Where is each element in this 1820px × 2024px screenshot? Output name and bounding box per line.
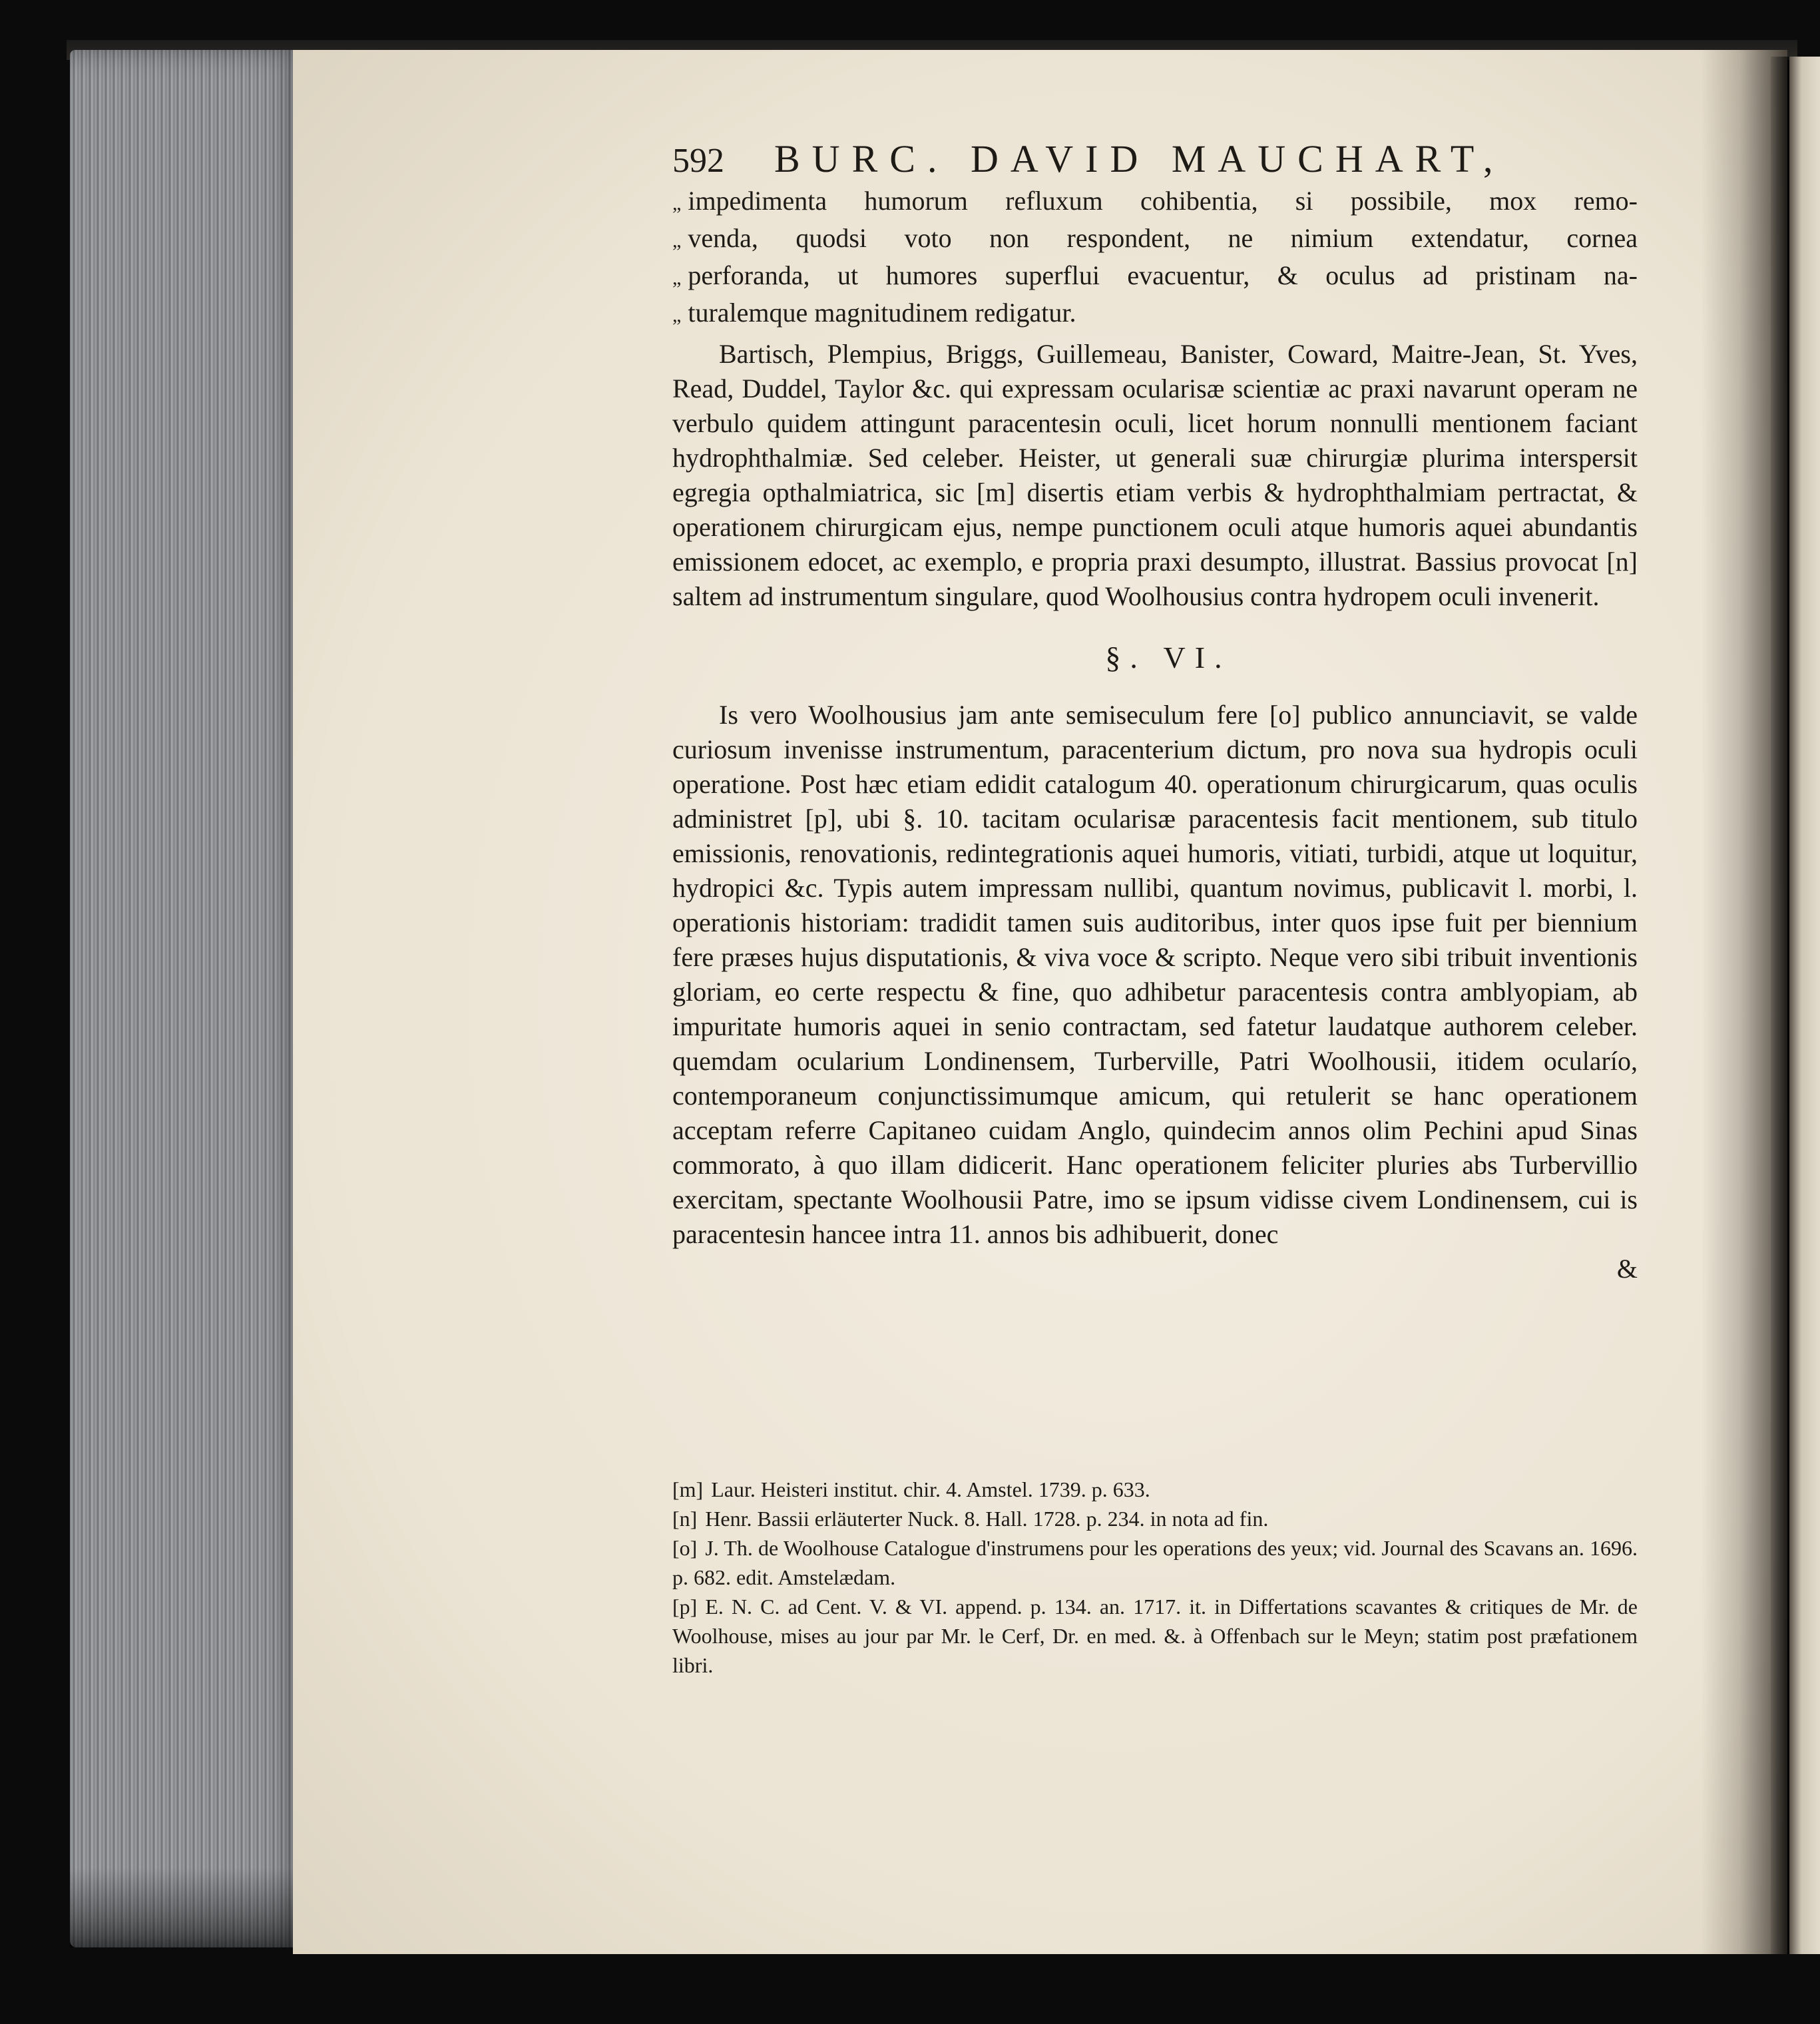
quote-mark: „ bbox=[672, 192, 682, 214]
page-number: 592 bbox=[672, 142, 724, 180]
footnote bbox=[672, 1592, 1638, 1680]
footnotes bbox=[672, 1475, 1638, 1680]
quote-line: „ venda, quodsi voto non respondent, ne nimium extendatur, cornea bbox=[672, 223, 1638, 253]
body-text bbox=[672, 184, 1638, 1286]
footnote-text: E. N. C. ad Cent. V. & VI. append. p. 134. an. 1717. it. in Differtations scavantes & critiques de Mr. de Woolhouse, mises au jour par Mr. le Cerf, Dr. en med. &. à Offenbach sur le Meyn; statim post præfationem libri. bbox=[672, 1595, 1638, 1677]
footnote-mark: [n] bbox=[672, 1507, 698, 1531]
paragraph: Bartisch, Plempius, Briggs, Guillemeau, Banister, Coward, Maitre-Jean, St. Yves, Read, Duddel, Taylor &c. qui expressam ocularisæ scientiæ ac praxi navarunt operam ne verbulo quidem attingunt paracentesin oculi, licet horum nonnulli mentionem faciant hydrophthalmiæ. Sed celeber. Heister, ut generali suæ chirurgiæ plurima interspersit egregia opthalmiatrica, sic [m] disertis etiam verbis & hydrophthalmiam pertractat, & operationem chirurgicam ejus, nempe punctionem oculi atque humoris aquei abundantis emissionem edocet, ac exemplo, e propria praxi desumpto, illustrat. Bassius provocat [n] saltem ad instrumentum singulare, quod Woolhousius contra hydropem oculi invenerit. bbox=[672, 339, 1638, 611]
footnote-text: J. Th. de Woolhouse Catalogue d'instrumens pour les operations des yeux; vid. Journal des Scavans an. 1696. p. 682. edit. Amstelædam. bbox=[672, 1536, 1638, 1589]
paragraph: Is vero Woolhousius jam ante semiseculum fere [o] publico annunciavit, se valde curiosum invenisse instrumentum, paracenterium dictum, pro nova sua hydropis oculi operatione. Post hæc etiam edidit catalogum 40. operationum chirurgicarum, quas oculis administret [p], ubi §. 10. tacitam ocularisæ paracentesis facit mentionem, sub titulo emissionis, renovationis, redintegrationis aquei humoris, vitiati, turbidi, atque ut loquitur, hydropici &c. Typis autem impressam nullibi, quantum novimus, publicavit l. morbi, l. operationis historiam: tradidit tamen suis auditoribus, inter quos ipse fuit per biennium fere præses hujus disputationis, & viva voce & scripto. Neque vero sibi tribuit inventionis gloriam, eo certe respectu & fine, quo adhibetur paracentesis contra amblyopiam, ab impuritate humoris aquei in senio contractam, sed fatetur laudatque authorem celeber. quemdam ocularium Londinensem, Turberville, Patri Woolhousii, itidem ocularío, contemporaneum conjunctissimumque amicum, qui retulerit se hanc operationem acceptam referre Capitaneo cuidam Anglo, quindecim annos olim Pechini apud Sinas commorato, à quo illam didicerit. Hanc operationem feliciter pluries abs Turbervillio exercitam, spectante Woolhousii Patre, imo se ipsum vidisse civem Londinensem, cui is paracentesin hancee intra 11. annos bis adhibuerit, donec bbox=[672, 700, 1638, 1249]
footnote-mark: [m] bbox=[672, 1477, 704, 1501]
footnote-text: Laur. Heisteri institut. chir. 4. Amstel. 1739. p. 633. bbox=[711, 1477, 1150, 1501]
footnote-text: Henr. Bassii erläuterter Nuck. 8. Hall. 1728. p. 234. in nota ad fin. bbox=[705, 1507, 1269, 1531]
spine-shadow bbox=[1771, 57, 1791, 1954]
footnote bbox=[672, 1533, 1638, 1592]
quote-mark: „ bbox=[672, 267, 682, 289]
quote-line: „ impedimenta humorum refluxum cohibentia, si possibile, mox remo- bbox=[672, 186, 1638, 216]
section-heading: §. VI. bbox=[1105, 640, 1232, 674]
quote-line: „ perforanda, ut humores superflui evacuentur, & oculus ad pristinam na- bbox=[672, 260, 1638, 290]
catchword: & bbox=[1616, 1254, 1638, 1284]
book-fore-edge bbox=[70, 50, 310, 1947]
footnote bbox=[672, 1504, 1638, 1533]
page-text-block bbox=[672, 136, 1638, 1286]
footnote bbox=[672, 1475, 1638, 1504]
footnote-mark: [p] bbox=[672, 1595, 698, 1619]
quotation bbox=[672, 184, 1638, 333]
quote-mark: „ bbox=[672, 304, 682, 326]
footnote-mark: [o] bbox=[672, 1536, 698, 1560]
running-head: BURC. DAVID MAUCHART, bbox=[774, 137, 1505, 180]
quote-line: „ turalemque magnitudinem redigatur. bbox=[672, 298, 1076, 328]
page-header bbox=[672, 136, 1638, 181]
quote-mark: „ bbox=[672, 230, 682, 252]
facing-page-edge bbox=[1789, 57, 1820, 1954]
